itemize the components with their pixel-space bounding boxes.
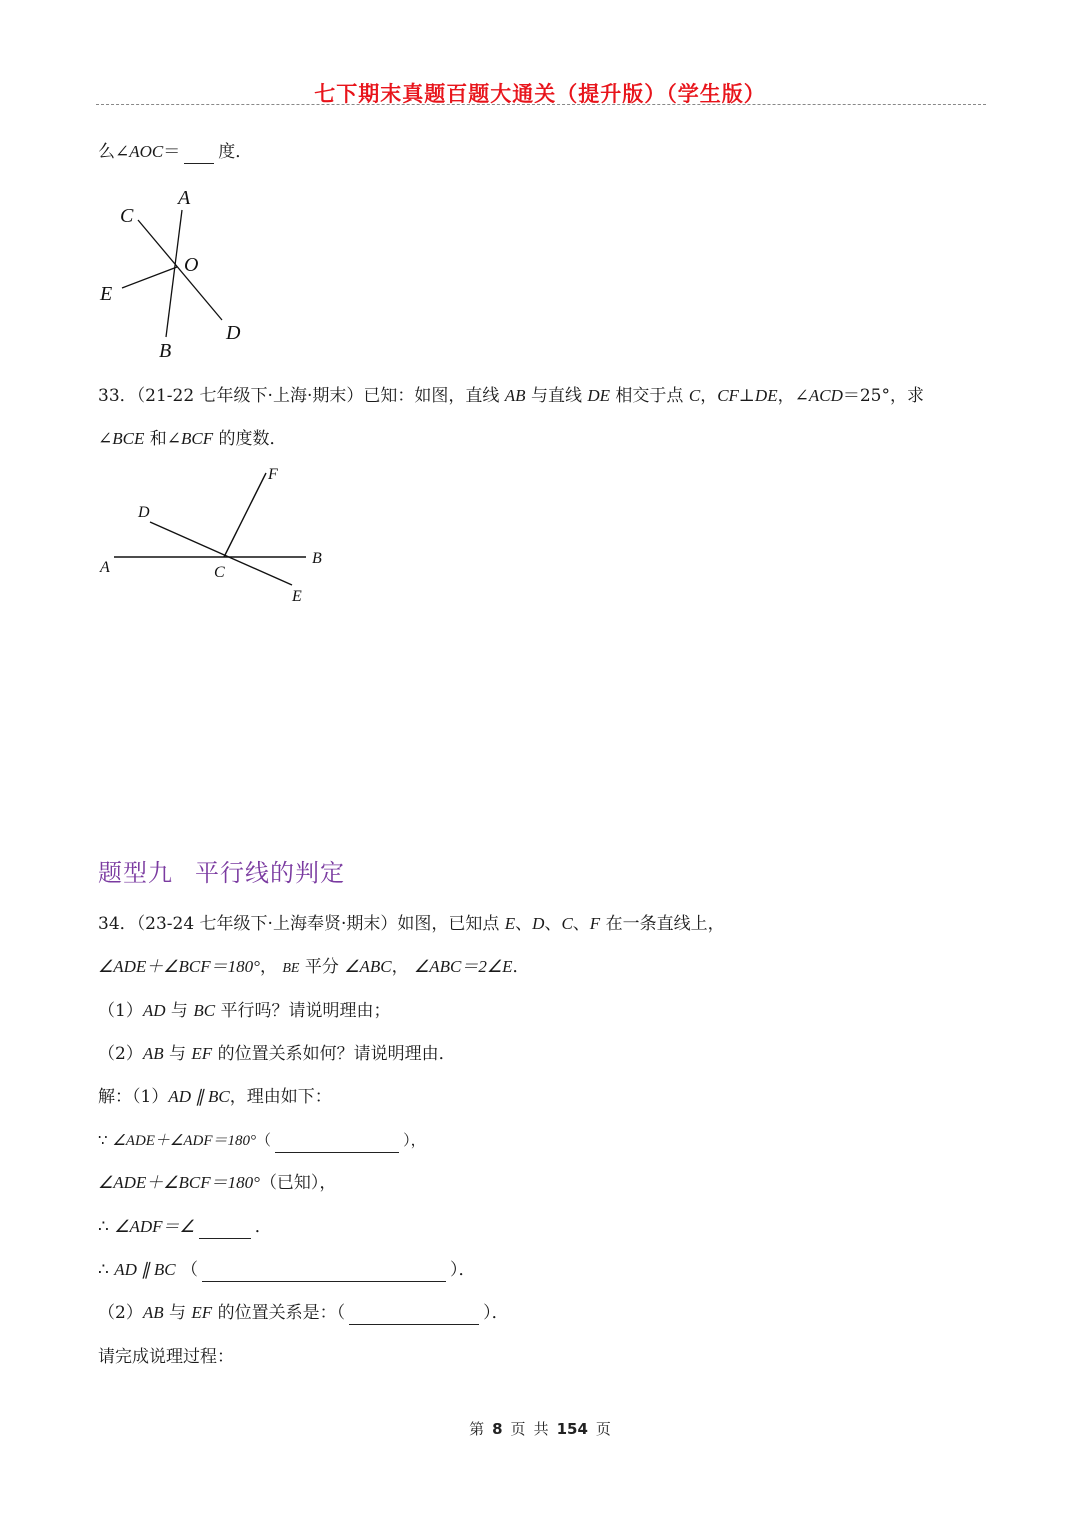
line-ab bbox=[166, 210, 182, 337]
q34-part1 bbox=[98, 999, 390, 1023]
therefore-symbol-1: ∴ bbox=[98, 1217, 109, 1237]
footer-total-pages: 154 bbox=[556, 1420, 588, 1438]
q32-suffix: 度． bbox=[218, 142, 253, 162]
q34-number-source: 34．（23-24 七年级下·上海奉贤·期末）如图，已知点 bbox=[98, 914, 505, 934]
q33-and: 和∠ bbox=[144, 429, 182, 449]
q34-abc: ∠ABC bbox=[344, 957, 392, 976]
section-title: 平行线的判定 bbox=[195, 859, 345, 887]
solution6-text: 的位置关系是：（ bbox=[212, 1303, 346, 1323]
q32-answer-line bbox=[98, 140, 252, 164]
q33-ab: AB bbox=[504, 386, 526, 405]
q34-part1-and: 与 bbox=[165, 1001, 194, 1021]
q33-tail: 的度数． bbox=[213, 429, 287, 449]
q33-perp: ⊥ bbox=[738, 386, 755, 406]
solution6-and: 与 bbox=[163, 1303, 192, 1323]
label-f2: F bbox=[268, 466, 278, 483]
footer-page-number: 8 bbox=[492, 1420, 503, 1438]
q34-e: E bbox=[504, 914, 516, 933]
q34-d: D bbox=[532, 914, 545, 933]
label-a2: A bbox=[100, 559, 110, 576]
label-c2: C bbox=[214, 564, 225, 581]
page-footer bbox=[0, 1418, 1080, 1439]
ray-oe bbox=[122, 267, 177, 288]
q34-expr1: ∠ADE＋∠BCF＝180° bbox=[98, 957, 260, 976]
line-cd bbox=[138, 220, 222, 320]
label-d: D bbox=[226, 322, 241, 344]
q34-part1-bc: BC bbox=[193, 1001, 216, 1020]
q34-c: C bbox=[561, 914, 573, 933]
blank-reason-1[interactable] bbox=[275, 1134, 399, 1153]
q32-prefix: 么∠ bbox=[98, 142, 130, 162]
label-e2: E bbox=[292, 588, 302, 605]
footer-text2: 页 bbox=[510, 1420, 526, 1438]
solution3-note: （已知）， bbox=[259, 1173, 337, 1193]
solution-line6 bbox=[98, 1301, 509, 1325]
solution-reason-intro: ，理由如下： bbox=[229, 1087, 332, 1107]
solution-parallel: AD ∥ BC bbox=[168, 1087, 230, 1106]
q34-sep3: 、 bbox=[572, 914, 590, 934]
q33-bce: BCE bbox=[112, 429, 145, 448]
label-c: C bbox=[120, 205, 134, 227]
q34-be: BE bbox=[282, 961, 300, 976]
solution2-open: （ bbox=[256, 1131, 272, 1149]
solution4-expr: ∠ADF＝∠ bbox=[114, 1217, 195, 1236]
label-d2: D bbox=[138, 504, 150, 521]
q34-part1-text: 平行吗？请说明理由； bbox=[215, 1001, 391, 1021]
label-o: O bbox=[184, 254, 199, 276]
q32-eq: ＝ bbox=[163, 142, 181, 162]
q34-part2-text: 的位置关系如何？请说明理由． bbox=[212, 1044, 456, 1064]
q33-de2: DE bbox=[754, 386, 778, 405]
footer-text1: 第 bbox=[469, 1420, 485, 1438]
solution-label: 解：（1） bbox=[98, 1087, 169, 1107]
q34-line1 bbox=[98, 912, 725, 936]
q34-sep1: 、 bbox=[515, 914, 533, 934]
footer-text4: 页 bbox=[595, 1420, 611, 1438]
q34-expr2: ∠ABC＝2∠E bbox=[414, 957, 513, 976]
figure-lines-ab-de bbox=[92, 455, 342, 615]
blank-reason-2[interactable] bbox=[202, 1263, 446, 1282]
q33-number-source: 33．（21-22 七年级下·上海·期末）已知：如图，直线 bbox=[98, 386, 505, 406]
section-heading-9 bbox=[98, 853, 345, 888]
q33-acd: ACD bbox=[808, 386, 843, 405]
q34-comma1: ， bbox=[259, 957, 283, 977]
q34-part1-ad: AD bbox=[142, 1001, 166, 1020]
q33-text1: 与直线 bbox=[525, 386, 588, 406]
blank-angle[interactable] bbox=[199, 1220, 251, 1239]
q33-bcf: BCF bbox=[181, 429, 214, 448]
section-number: 题型九 bbox=[98, 859, 173, 887]
q34-part2-and: 与 bbox=[163, 1044, 192, 1064]
q32-angle: AOC bbox=[129, 142, 164, 161]
because-symbol: ∵ bbox=[98, 1131, 108, 1149]
figure-intersecting-lines-o bbox=[90, 180, 270, 365]
q34-line1-tail: 在一条直线上， bbox=[600, 914, 725, 934]
label-b2: B bbox=[312, 550, 322, 567]
ray-cf bbox=[224, 473, 266, 557]
q33-text2: 相交于点 bbox=[610, 386, 689, 406]
solution-line4 bbox=[98, 1215, 272, 1239]
solution-line2 bbox=[98, 1128, 426, 1153]
therefore-symbol-2: ∴ bbox=[98, 1260, 109, 1280]
solution6-close: ）． bbox=[483, 1303, 509, 1323]
solution-line7: 请完成说理过程： bbox=[98, 1347, 234, 1367]
solution6-ab: AB bbox=[142, 1303, 164, 1322]
label-e: E bbox=[100, 283, 113, 305]
header-divider bbox=[96, 104, 986, 105]
solution-line5 bbox=[98, 1258, 476, 1282]
solution5-expr: AD ∥ BC bbox=[114, 1260, 176, 1279]
q33-cf: CF bbox=[717, 386, 739, 405]
page-header-title: 七下期末真题百题大通关（提升版）（学生版） bbox=[314, 82, 766, 106]
solution-line3 bbox=[98, 1171, 336, 1195]
solution4-end: ． bbox=[254, 1217, 272, 1237]
blank-relation[interactable] bbox=[349, 1306, 479, 1325]
q34-period: ． bbox=[512, 957, 530, 977]
q33-angle-sym: ∠ bbox=[98, 429, 113, 449]
solution5-open: （ bbox=[181, 1260, 199, 1280]
q33-text3: ， bbox=[700, 386, 718, 406]
q33-text4: ，∠ bbox=[777, 386, 809, 406]
solution2-expr: ∠ADE＋∠ADF＝180° bbox=[112, 1133, 257, 1149]
q34-part2-num: （2） bbox=[98, 1044, 143, 1064]
q34-bisect: 平分 bbox=[299, 957, 345, 977]
q34-f: F bbox=[589, 914, 601, 933]
q34-part2 bbox=[98, 1042, 456, 1066]
solution6-ef: EF bbox=[191, 1303, 213, 1322]
q34-part2-ab: AB bbox=[142, 1044, 164, 1063]
solution6-num: （2） bbox=[98, 1303, 143, 1323]
q32-blank[interactable] bbox=[184, 145, 214, 164]
q34-part2-ef: EF bbox=[191, 1044, 213, 1063]
label-b: B bbox=[159, 340, 172, 362]
q33-line1 bbox=[98, 384, 924, 408]
q33-line2 bbox=[98, 427, 287, 451]
q33-c: C bbox=[688, 386, 701, 405]
solution2-close: ）， bbox=[403, 1131, 426, 1149]
label-a: A bbox=[178, 187, 191, 209]
q34-part1-num: （1） bbox=[98, 1001, 143, 1021]
footer-text3: 共 bbox=[533, 1420, 549, 1438]
q34-line2 bbox=[98, 955, 530, 981]
q34-comma2: ， bbox=[391, 957, 415, 977]
solution3-expr: ∠ADE＋∠BCF＝180° bbox=[98, 1173, 260, 1192]
q33-de: DE bbox=[587, 386, 611, 405]
q33-text5: ＝25°，求 bbox=[842, 386, 924, 406]
solution-line1 bbox=[98, 1085, 332, 1109]
q34-sep2: 、 bbox=[544, 914, 562, 934]
solution5-close: ）． bbox=[450, 1260, 476, 1280]
